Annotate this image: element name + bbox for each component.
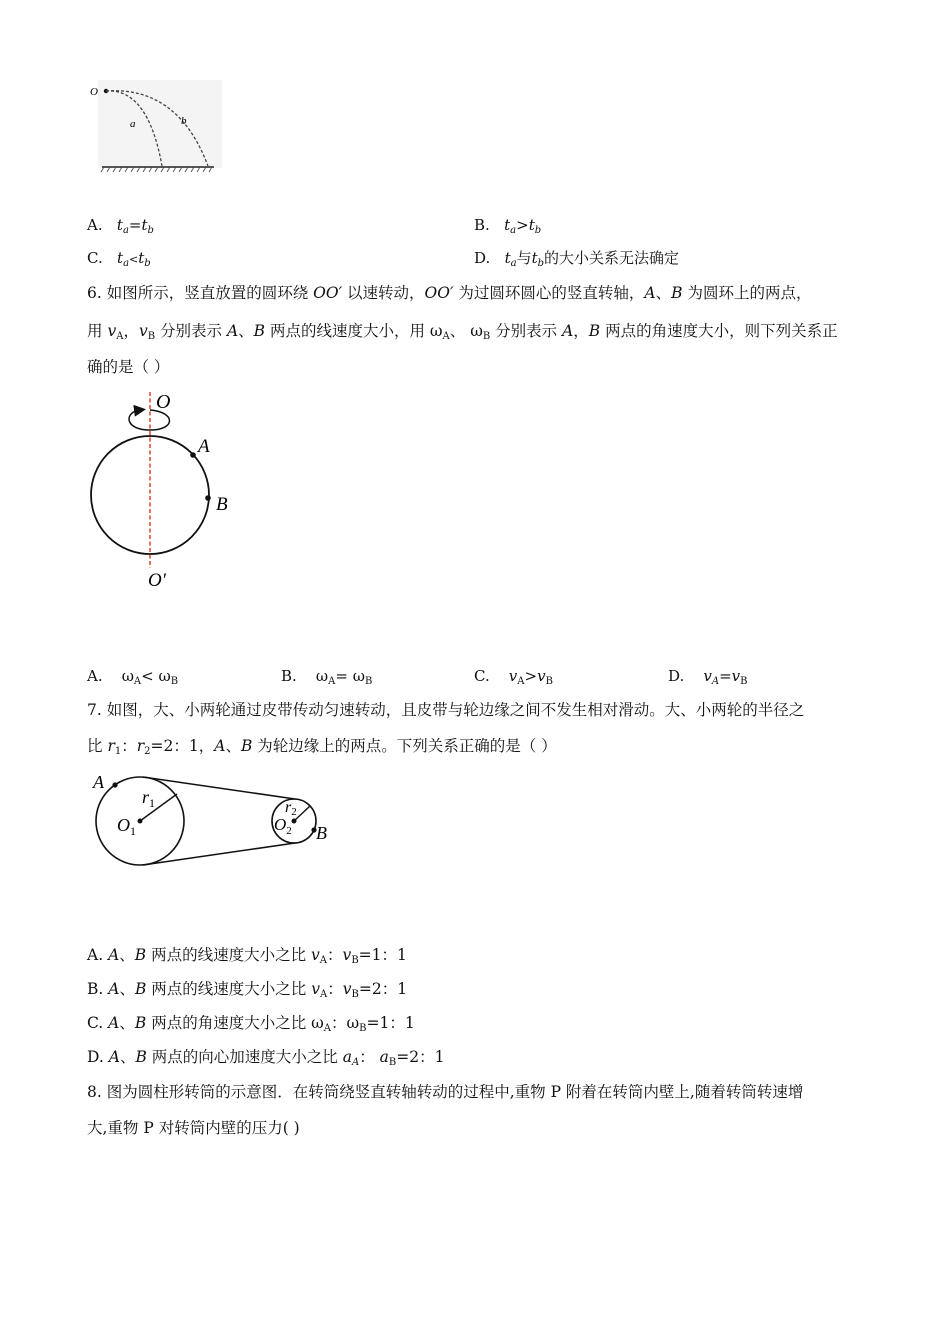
q6-option-d[interactable]: D. $v_A=v_B$ bbox=[668, 667, 748, 687]
q6-option-b[interactable]: B. $\omega_A= \omega_B$ bbox=[281, 667, 373, 687]
q8-stem-line2: 大,重物 P 对转筒内壁的压力( ) bbox=[87, 1119, 300, 1137]
ring-figure bbox=[80, 388, 250, 593]
origin-label: O bbox=[90, 86, 98, 98]
center-o1-label: $O_1$ bbox=[117, 815, 136, 838]
q7-stem-line1: 7. 如图，大、小两轮通过皮带传动匀速转动，且皮带与轮边缘之间不发生相对滑动。大、小两轮的半径之 bbox=[87, 701, 805, 719]
q7-option-d[interactable]: D. A、B 两点的向心加速度大小之比 $a_A$： $a_B=2$：1 bbox=[87, 1048, 445, 1068]
radius-r2-label: r2 bbox=[285, 799, 297, 818]
axis-top-label: O bbox=[156, 391, 171, 413]
point-a-label: A bbox=[198, 436, 210, 457]
q8-stem-line1: 8. 图为圆柱形转筒的示意图．在转筒绕竖直转轴转动的过程中,重物 P 附着在转筒内壁上,随着转筒转速增 bbox=[87, 1083, 804, 1101]
center-o1 bbox=[138, 819, 143, 824]
q7-option-c[interactable]: C. A、B 两点的角速度大小之比 $\omega_A$：$\omega_B=1$：1 bbox=[87, 1014, 415, 1034]
belt-drive-figure bbox=[86, 766, 346, 876]
axis-bottom-label: O′ bbox=[148, 570, 166, 591]
rotation-arrow-icon bbox=[129, 410, 169, 430]
q6-option-c[interactable]: C. $v_A>v_B$ bbox=[474, 667, 553, 687]
belt-top bbox=[143, 777, 295, 799]
center-o2 bbox=[292, 819, 297, 824]
belt-bottom bbox=[143, 843, 295, 865]
radius-r1-label: $r_1$ bbox=[142, 787, 156, 810]
projectile-figure bbox=[86, 78, 226, 178]
q5-option-d[interactable]: D. $t_a$与$t_b$的大小关系无法确定 bbox=[474, 249, 680, 269]
q7-option-a[interactable]: A. A、B 两点的线速度大小之比 $v_A$：$v_B=1$：1 bbox=[87, 946, 407, 966]
curve-a-label: a bbox=[130, 118, 136, 130]
center-o2-label: $O_2$ bbox=[274, 815, 292, 837]
point-b-label: B bbox=[216, 494, 228, 515]
q6-stem-line3: 确的是（ ） bbox=[87, 358, 170, 376]
point-a bbox=[112, 782, 117, 787]
q6-stem-line2: 用 $v_A$，$v_B$ 分别表示 A、B 两点的线速度大小，用 $\omega_A$、 $\omega_B$ 分别表示 A，B 两点的角速度大小，则下列关系正 bbox=[87, 322, 838, 342]
q7-option-b[interactable]: B. A、B 两点的线速度大小之比 $v_A$：$v_B=2$：1 bbox=[87, 980, 408, 1000]
point-b bbox=[205, 495, 211, 501]
point-b-label: B bbox=[316, 823, 327, 843]
q6-stem-line1: 6. 如图所示，竖直放置的圆环绕 OO′ 以速转动，OO′ 为过圆环圆心的竖直转轴，A、B 为圆环上的两点， bbox=[87, 284, 812, 302]
point-a bbox=[190, 452, 196, 458]
point-a-label: A bbox=[93, 772, 104, 792]
q5-option-b[interactable]: B. $t_a>t_b$ bbox=[474, 216, 542, 236]
q6-option-a[interactable]: A. $\omega_A< \omega_B$ bbox=[87, 667, 179, 687]
q5-option-c[interactable]: C. $t_a<t_b$ bbox=[87, 249, 151, 269]
q5-option-a[interactable]: A. $t_a=t_b$ bbox=[87, 216, 154, 236]
curve-b-label: b bbox=[181, 115, 187, 127]
q7-stem-line2: 比 $r_1$：$r_2=2$：1，A、B 为轮边缘上的两点。下列关系正确的是（ ） bbox=[87, 737, 557, 757]
